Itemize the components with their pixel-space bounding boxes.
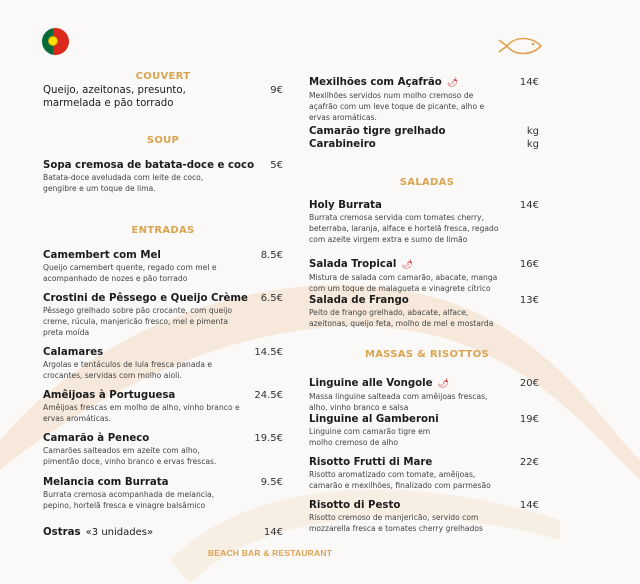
item-desc: Massa linguine salteada com amêijoas frescas, alho, vinho branco e salsa (309, 392, 488, 412)
item-price: 20€ (519, 378, 539, 389)
item-price: 16€ (519, 259, 539, 270)
item-price: 14€ (519, 200, 539, 211)
menu-item (309, 500, 539, 534)
couvert-price: 9€ (270, 85, 283, 96)
menu-item (309, 70, 539, 123)
chili-pepper-icon: 🌶 (446, 78, 459, 88)
menu-item (309, 252, 539, 294)
item-price: 24.5€ (254, 390, 283, 401)
section-heading-couvert: COUVERT (135, 71, 191, 82)
couvert-text: Queijo, azeitonas, presunto, marmelada e pão torrado (43, 85, 186, 109)
item-name: Holy Burrata (309, 200, 382, 211)
item-desc: Risotto aromatizado com tomate, amêijoas, camarão e mexilhões, finalizado com parmesão (309, 470, 491, 490)
menu-item (43, 477, 283, 511)
menu-item (43, 390, 283, 424)
item-price: 9.5€ (260, 477, 283, 488)
item-name: Melancia com Burrata (43, 477, 169, 488)
fish-icon (497, 36, 543, 56)
menu-item (43, 293, 283, 338)
item-desc: Peito de frango grelhado, abacate, alface, azeitonas, queijo feta, molho de mel e mostarda (309, 308, 494, 328)
item-name: Calamares (43, 347, 104, 358)
item-name-extra: «3 unidades» (85, 527, 154, 538)
menu-item (309, 414, 539, 448)
item-name: Amêijoas à Portuguesa (43, 390, 176, 401)
item-price: kg (526, 126, 539, 137)
item-price: 14€ (519, 77, 539, 88)
section-heading-soup: SOUP (146, 135, 180, 146)
menu-item (43, 160, 283, 194)
menu-item (309, 200, 539, 245)
item-price: 8.5€ (260, 250, 283, 261)
item-desc: Queijo camembert quente, regado com mel e acompanhado de nozes e pão torrado (43, 263, 217, 283)
item-name: Ostras (43, 527, 81, 538)
item-desc: Pêssego grelhado sobre pão crocante, com queijo creme, rúcula, manjericão fresco, mel e pimenta preta moída (43, 306, 233, 337)
menu-item (309, 126, 539, 137)
item-price: 22€ (519, 457, 539, 468)
item-price: 6.5€ (260, 293, 283, 304)
item-name: Sopa cremosa de batata-doce e coco (43, 160, 255, 171)
couvert-item (43, 84, 283, 110)
menu-item (43, 520, 283, 539)
item-price: 19.5€ (254, 433, 283, 444)
section-heading-saladas: SALADAS (399, 177, 455, 188)
item-name: Linguine alle Vongole (309, 378, 433, 389)
item-desc: Argolas e tentáculos de lula fresca panada e crocantes, servidas com molho aioli. (43, 360, 213, 380)
item-price: kg (526, 139, 539, 150)
menu-item (309, 139, 539, 150)
menu-item (309, 371, 539, 413)
chili-pepper-icon: 🌶 (437, 379, 450, 389)
item-name: Camarão tigre grelhado (309, 126, 446, 137)
item-desc: Camarões salteados em azeite com alho, pimentão doce, vinho branco e ervas frescas. (43, 446, 217, 466)
item-price: 14€ (263, 527, 283, 538)
item-desc: Mistura de salada com camarão, abacate, manga com um toque de malagueta e vinagrete cítrico (309, 273, 498, 293)
chili-pepper-icon: 🌶 (401, 260, 413, 270)
item-name: Camembert com Mel (43, 250, 161, 261)
item-price: 14.5€ (254, 347, 283, 358)
item-name: Salada de Frango (309, 295, 409, 306)
item-desc: Amêijoas frescas em molho de alho, vinho branco e ervas aromáticas. (43, 403, 240, 423)
item-price: 14€ (519, 500, 539, 511)
item-name: Camarão à Peneco (43, 433, 150, 444)
item-desc: Risotto cremoso de manjericão, servido com mozzarella fresca e tomates cherry grelhados (309, 513, 483, 533)
item-name: Salada Tropical (309, 259, 397, 270)
menu-item (43, 347, 283, 381)
item-price: 19€ (519, 414, 539, 425)
item-desc: Linguine com camarão tigre em molho cremoso de alho (309, 427, 431, 447)
item-name: Risotto Frutti di Mare (309, 457, 433, 468)
item-desc: Mexilhões servidos num molho cremoso de açafrão com um leve toque de picante, alho e ervas aromáticas. (309, 91, 485, 122)
item-desc: Burrata cremosa servida com tomates cherry, beterraba, laranja, alface e hortelã fresca, regado com azeite virgem extra e sumo de limão (309, 213, 499, 244)
item-desc: Burrata cremosa acompanhada de melancia, pepino, hortelã fresca e vinagre balsâmico (43, 490, 215, 510)
item-desc: Batata-doce aveludada com leite de coco, gengibre e um toque de lima. (43, 173, 204, 193)
item-name: Linguine al Gamberoni (309, 414, 439, 425)
item-price: 13€ (519, 295, 539, 306)
menu-item (309, 457, 539, 491)
item-name: Crostini de Pêssego e Queijo Crème (43, 293, 248, 304)
menu-item (309, 295, 539, 329)
menu-item (43, 250, 283, 284)
section-heading-massas: MASSAS & RISOTTOS (364, 349, 490, 360)
item-name: Carabineiro (309, 139, 376, 150)
item-name: Risotto di Pesto (309, 500, 401, 511)
item-price: 5€ (270, 160, 283, 171)
item-name: Mexilhões com Açafrão (309, 77, 442, 88)
section-heading-entradas: ENTRADAS (131, 225, 195, 236)
portugal-flag-icon[interactable] (42, 28, 69, 55)
menu-item (43, 433, 283, 467)
restaurant-footer-logo: BEACH BAR & RESTAURANT (207, 548, 333, 558)
